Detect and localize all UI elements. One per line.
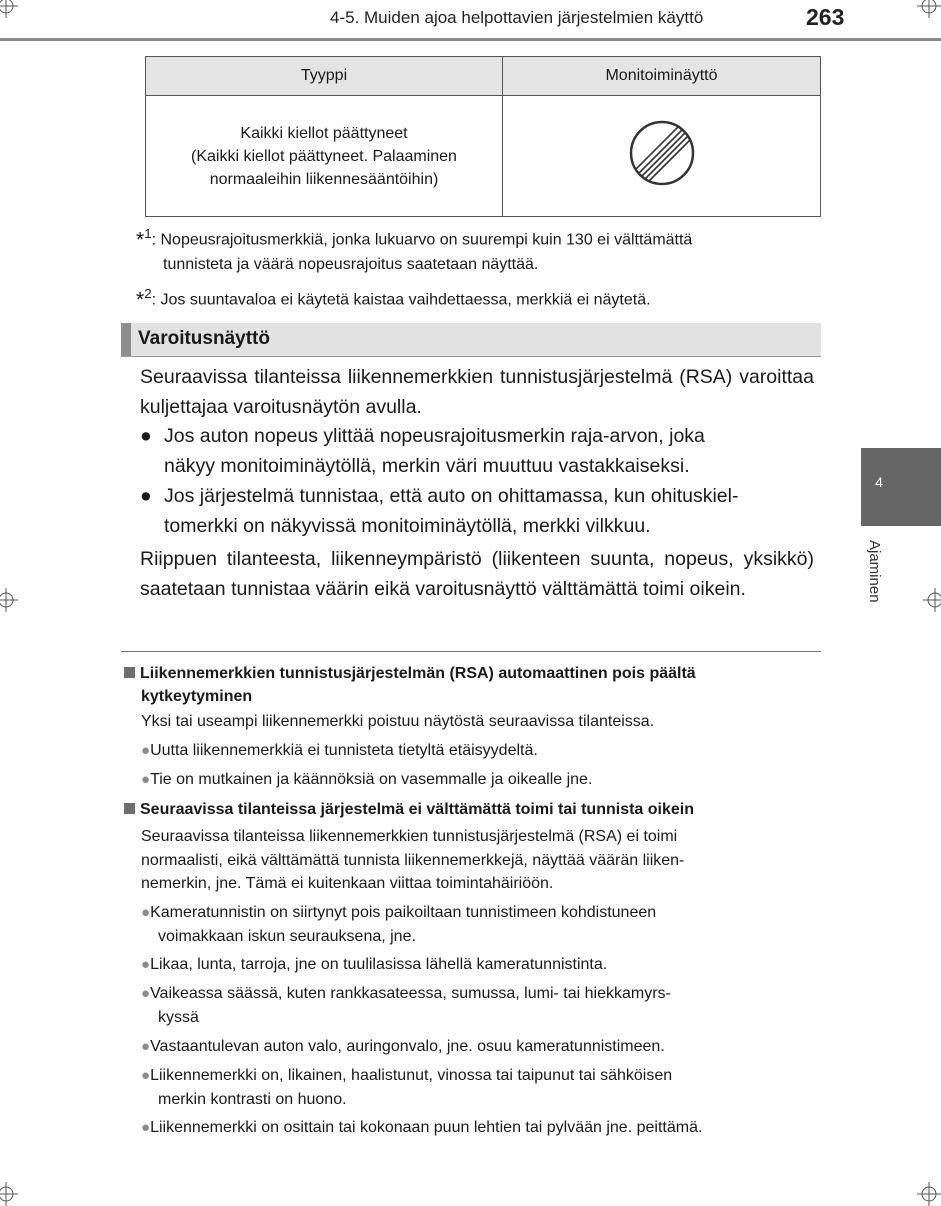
sign-type-line: (Kaikki kiellot päättyneet. Palaaminen xyxy=(191,147,457,165)
crop-mark-mid-left xyxy=(0,588,18,612)
sign-type-table xyxy=(145,56,821,217)
crop-mark-top-left xyxy=(0,0,18,18)
divider-rule xyxy=(121,651,821,652)
malfunction-intro: Seuraavissa tilanteissa liikennemerkkien tunnistusjärjestelmä (RSA) ei toimi normaalisti, eikä välttämättä tunnista liikennemerkkejä, näyttää väärän liiken- nemerkin, jne. Tämä ei kuitenkaan viittaa toimintahäiriöön. xyxy=(141,828,685,892)
list-item: ●Kameratunnistin on siirtynyt pois paikoiltaan tunnistimeen kohdistuneen voimakkaan iskun seurauksena, jne. xyxy=(141,904,657,945)
table-row xyxy=(146,96,821,217)
footnote-1: *$^1$: Nopeusrajoitusmerkkiä, jonka lukuarvo on suurempi kuin 130 ei välttämättä tunnisteta ja väärä nopeusrajoitus saatetaan näyttää. xyxy=(136,226,693,274)
chapter-label: Ajaminen xyxy=(866,540,883,603)
auto-off-intro: Yksi tai useampi liikennemerkki poistuu näytöstä seuraavissa tilanteissa. xyxy=(141,713,655,730)
sign-type-line: Kaikki kiellot päättyneet xyxy=(240,124,408,142)
auto-off-heading: Liikennemerkkien tunnistusjärjestelmän (RSA) automaattinen pois päältä kytkeytyminen xyxy=(124,662,824,708)
malfunction-heading: Seuraavissa tilanteissa järjestelmä ei välttämättä toimi tai tunnista oikein xyxy=(124,798,824,821)
square-bullet-icon xyxy=(124,667,135,678)
column-header-type: Tyyppi xyxy=(146,57,503,96)
list-item: ●Vaikeassa säässä, kuten rankkasateessa, sumussa, lumi- tai hiekkamyrs- kyssä xyxy=(141,985,671,1026)
crop-mark-top-right xyxy=(917,0,941,18)
warning-bullet: ● Jos auton nopeus ylittää nopeusrajoitusmerkin raja-arvon, joka näkyy monitoiminäytöllä, merkin väri muuttuu vastakkaiseksi. xyxy=(140,425,705,477)
column-header-display: Monitoiminäyttö xyxy=(503,57,821,96)
list-item: ●Vastaantulevan auton valo, auringonvalo, jne. osuu kameratunnistimeen. xyxy=(141,1038,665,1055)
square-bullet-icon xyxy=(124,803,135,814)
chapter-number: 4 xyxy=(875,474,883,490)
warning-outro: Riippuen tilanteesta, liikenneympäristö (liikenteen suunta, nopeus, yksikkö) saatetaan tunnistaa väärin eikä varoitusnäyttö välttämättä toimi oikein. xyxy=(140,548,814,600)
crop-mark-bottom-left xyxy=(0,1182,18,1206)
list-item: ●Liikennemerkki on osittain tai kokonaan puun lehtien tai pylvään jne. peittämä. xyxy=(141,1119,703,1136)
running-header: 4-5. Muiden ajoa helpottavien järjestelmien käyttö xyxy=(330,8,704,27)
end-of-all-restrictions-sign-icon xyxy=(627,118,697,188)
page-number: 263 xyxy=(806,4,845,30)
table-header-row xyxy=(146,57,821,96)
sign-type-line: normaaleihin liikennesääntöihin) xyxy=(209,170,439,188)
list-item: ●Liikennemerkki on, likainen, haalistunut, vinossa tai taipunut tai sähköisen merkin kontrasti on huono. xyxy=(141,1067,673,1108)
warning-intro: Seuraavissa tilanteissa liikennemerkkien tunnistusjärjestelmä (RSA) varoittaa kuljettajaa varoitusnäytön avulla. xyxy=(140,366,814,418)
list-item: ●Likaa, lunta, tarroja, jne on tuulilasissa lähellä kameratunnistinta. xyxy=(141,956,608,973)
warning-bullet: ● Jos järjestelmä tunnistaa, että auto on ohittamassa, kun ohituskiel- tomerkki on näkyvissä monitoiminäytöllä, merkki vilkkuu. xyxy=(140,485,739,537)
list-item: ●Tie on mutkainen ja käännöksiä on vasemmalle ja oikealle jne. xyxy=(141,771,593,788)
display-icon-cell xyxy=(503,96,821,217)
crop-mark-bottom-right xyxy=(917,1182,941,1206)
section-underline xyxy=(121,356,821,357)
sign-type-cell xyxy=(146,96,503,217)
list-item: ●Uutta liikennemerkkiä ei tunnisteta tietyltä etäisyydeltä. xyxy=(141,742,538,759)
section-heading-accent xyxy=(121,323,131,356)
crop-mark-mid-right xyxy=(923,588,941,612)
footnote-2: *$^2$: Jos suuntavaloa ei käytetä kaistaa vaihdettaessa, merkkiä ei näytetä. xyxy=(136,286,651,312)
header-rule xyxy=(0,38,941,41)
section-title: Varoitusnäyttö xyxy=(138,328,270,349)
